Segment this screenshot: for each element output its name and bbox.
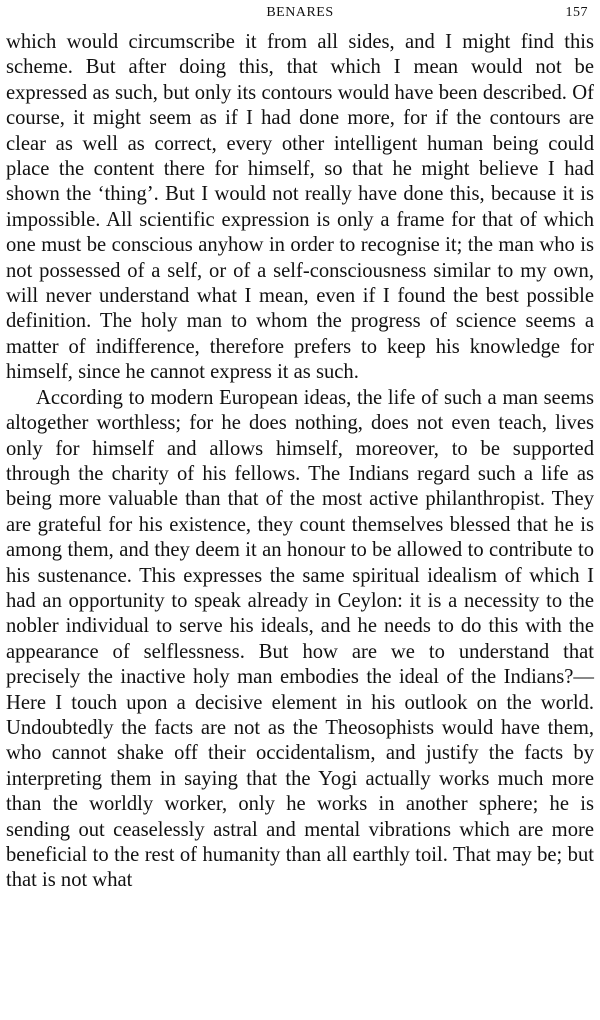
paragraph-continued: which would circumscribe it from all sides, and I might find this scheme. But after doing this, that which I mean would not be expressed as such, but only its contours would have been described. Of course, it might seem as if I had done more, for if the contours are clear as well as correct, every other intelligent human being could place the content there for himself, so that he might believe I had shown the ‘thing’. But I would not really have done this, because it is impossible. All scientific expression is only a frame for that of which one must be conscious anyhow in order to recognise it; the man who is not possessed of a self, or of a self-consciousness similar to my own, will never understand what I mean, even if I found the best possible definition. The holy man to whom the progress of science seems a matter of indifference, therefore prefers to keep his knowledge for himself, since he cannot express it as such.	[6, 31, 594, 384]
paragraph: According to modern European ideas, the life of such a man seems altogether worthless; for he does nothing, does not even teach, lives only for himself and allows himself, moreover, to be supported through the charity of his fellows. The Indians regard such a life as being more valuable than that of the most active philanthropist. They are grateful for his existence, they count themselves blessed that he is among them, and they deem it an honour to be allowed to contribute to his sustenance. This expresses the same spiritual idealism of which I had an opportunity to speak already in Ceylon: it is a necessity to the nobler individual to serve his ideals, and he needs to do this with the appearance of selflessness. But how are we to understand that precisely the inactive holy man embodies the ideal of the Indians?—Here I touch upon a decisive element in his outlook on the world. Undoubtedly the facts are not as the Theosophists would have them, who cannot shake off their occidentalism, and justify the facts by interpreting them in saying that the Yogi actually works much more than the worldly worker, only he works in another sphere; he is sending out ceaselessly astral and mental vibrations which are more beneficial to the rest of humanity than all earthly toil. That may be; but that is not what	[6, 386, 594, 892]
running-head	[6, 0, 594, 30]
running-title: BENARES	[266, 5, 334, 20]
body-text	[6, 30, 594, 894]
page-number: 157	[565, 5, 588, 20]
